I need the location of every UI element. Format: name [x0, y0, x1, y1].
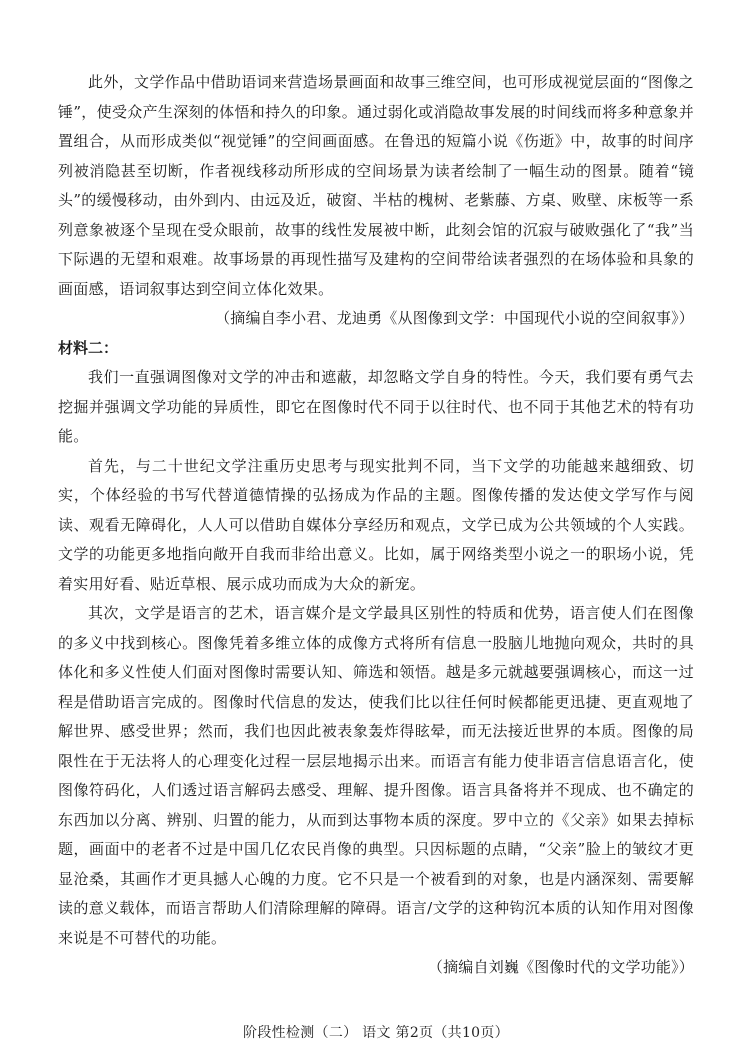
paragraph-first-point: 首先，与二十世纪文学注重历史思考与现实批判不同，当下文学的功能越来越细致、切实，个体经验的书写代替道德情操的弘扬成为作品的主题。图像传播的发达使文学写作与阅读、观看无障碍化，人人可以借助自媒体分享经历和观点，文学已成为公共领域的个人实践。文学的功能更多地指向敞开自我而非给出意义。比如，属于网络类型小说之一的职场小说，凭着实用好看、贴近草根、展示成功而成为大众的新宠。 [58, 456, 694, 593]
page-footer: 阶段性检测（二） 语文 第2页（共10页） [243, 1025, 509, 1041]
source-citation-1: （摘编自李小君、龙迪勇《从图像到文学：中国现代小说的空间叙事》） [215, 309, 694, 327]
source-citation-2: （摘编自刘巍《图像时代的文学功能》） [427, 958, 694, 976]
document-body [58, 68, 694, 983]
paragraph-space-narrative: 此外，文学作品中借助语词来营造场景画面和故事三维空间，也可形成视觉层面的“图像之锤”，使受众产生深刻的体悟和持久的印象。通过弱化或消隐故事发展的时间线而将多种意象并置组合，从而形成类似“视觉锤”的空间画面感。在鲁迅的短篇小说《伤逝》中，故事的时间序列被消隐甚至切断，作者视线移动所形成的空间场景为读者绘制了一幅生动的图景。随着“镜头”的缓慢移动，由外到内、由远及近，破窗、半枯的槐树、老紫藤、方桌、败壁、床板等一系列意象被逐个呈现在受众眼前，故事的线性发展被中断，此刻会馆的沉寂与破败强化了“我”当下际遇的无望和艰难。故事场景的再现性描写及建构的空间带给读者强烈的在场体验和具象的画面感，语词叙事达到空间立体化效果。 [58, 73, 694, 298]
section-title-material-2: 材料二： [58, 338, 119, 357]
paragraph-intro-material-2: 我们一直强调图像对文学的冲击和遮蔽，却忽略文学自身的特性。今天，我们要有勇气去挖掘并强调文学功能的异质性，即它在图像时代不同于以往时代、也不同于其他艺术的特有功能。 [58, 368, 694, 445]
paragraph-second-point: 其次，文学是语言的艺术，语言媒介是文学最具区别性的特质和优势，语言使人们在图像的多义中找到核心。图像凭着多维立体的成像方式将所有信息一股脑儿地抛向观众，共时的具体化和多义性使人们面对图像时需要认知、筛选和领悟。越是多元就越要强调核心，而这一过程是借助语言完成的。图像时代信息的发达，使我们比以往任何时候都能更迅捷、更直观地了解世界、感受世界；然而，我们也因此被表象轰炸得眩晕，而无法接近世界的本质。图像的局限性在于无法将人的心理变化过程一层层地揭示出来。而语言有能力使非语言信息语言化，使图像符码化，人们透过语言解码去感受、理解、提升图像。语言具备将并不现成、也不确定的东西加以分离、辨别、归置的能力，从而到达事物本质的深度。罗中立的《父亲》如果去掉标题，画面中的老者不过是中国几亿农民肖像的典型。只因标题的点睛，“父亲”脸上的皱纹才更显沧桑，其画作才更具撼人心魄的力度。它不只是一个被看到的对象，也是内涵深刻、需要解读的意义载体，而语言帮助人们清除理解的障碍。语言/文学的这种钩沉本质的认知作用对图像来说是不可替代的功能。 [58, 604, 694, 947]
